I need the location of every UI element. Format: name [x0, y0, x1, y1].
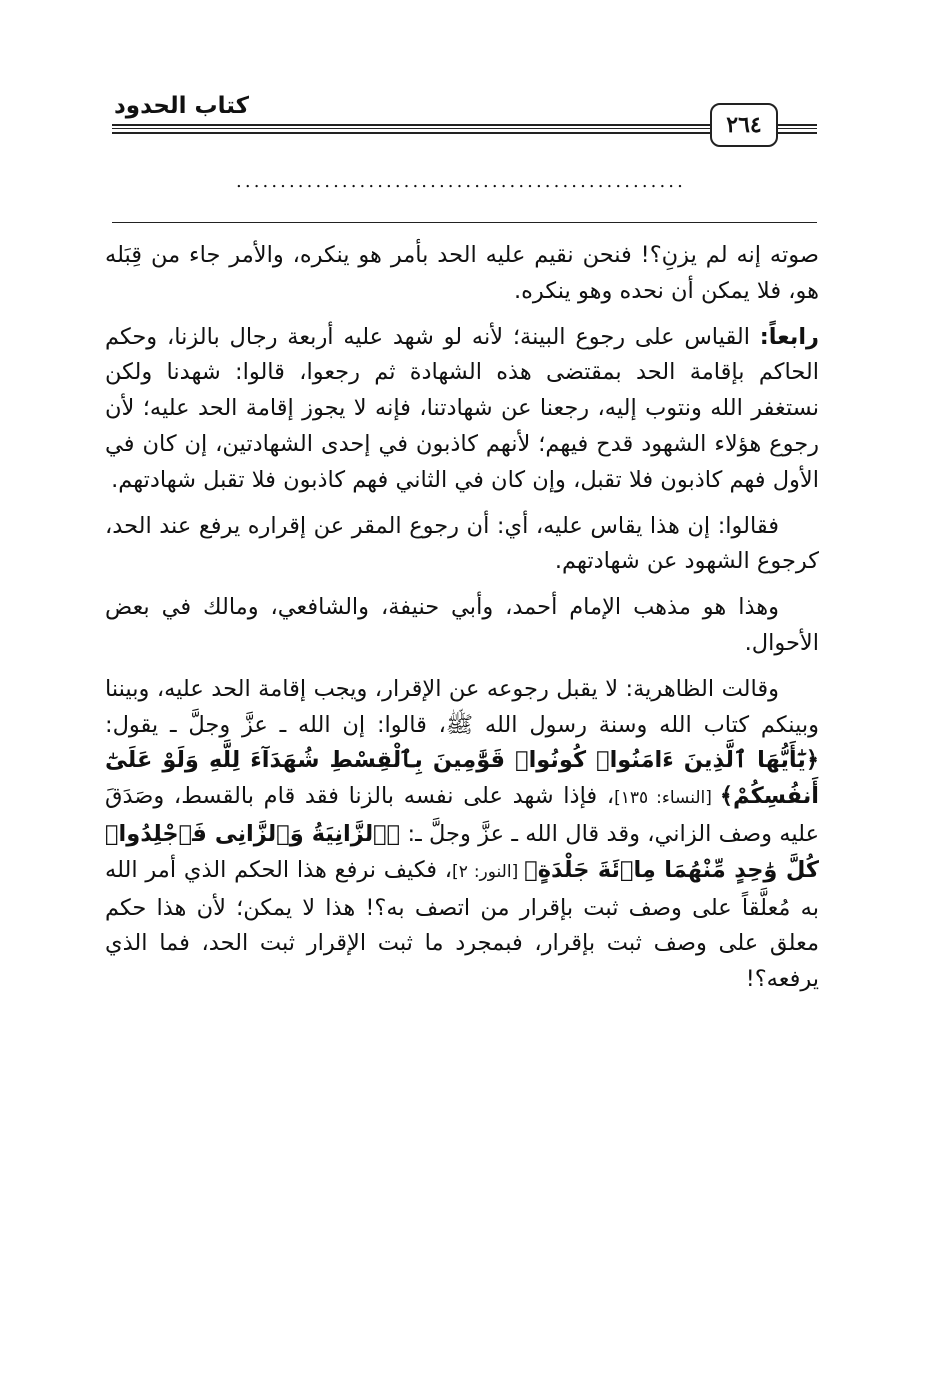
- verse-citation: [النساء: ١٣٥]: [614, 788, 720, 809]
- paragraph: فقالوا: إن هذا يقاس عليه، أي: أن رجوع المقر عن إقراره يرفع عند الحد، كرجوع الشهود عن شهادتهم.: [105, 512, 819, 575]
- paragraph-text: ، فإذا شهد على نفسه بالزنا فقد قام بالقسط، وصَدَقَ عليه وصف الزاني، وقد قال الله ـ عزَّ وجلَّ ـ:: [105, 783, 819, 847]
- paragraph: [105, 672, 819, 998]
- running-head-book-title: كتاب الحدود: [112, 92, 257, 120]
- page-number-box: ٢٦٤: [710, 103, 778, 147]
- quran-verse: ﴿يَٰٓأَيُّهَا ٱلَّذِينَ ءَامَنُوا۟ كُونُوا۟ قَوَّٰمِينَ بِٱلْقِسْطِ شُهَدَآءَ لِلَّهِ وَلَوْ عَلَىٰٓ أَنفُسِكُمْ﴾: [105, 747, 820, 810]
- paragraph-text: وقالت الظاهرية: لا يقبل رجوعه عن الإقرار، ويجب إقامة الحد عليه، وبيننا وبينكم كتاب الله وسنة رسول الله ﷺ، قالوا: إن الله ـ عزَّ وجلَّ ـ يقول:: [105, 675, 819, 738]
- paragraph-lead: رابعاً:: [759, 323, 819, 350]
- quran-verse: ﴿ٱلزَّانِيَةُ وَٱلزَّانِى فَٱجْلِدُوا۟ كُلَّ وَٰحِدٍ مِّنْهُمَا مِا۟ئَةَ جَلْدَةٍ﴾: [105, 820, 820, 883]
- paragraph: صوته إنه لم يزنِ؟! فنحن نقيم عليه الحد بأمر هو ينكره، والأمر جاء من قِبَله هو، فلا يمكن أن نحده وهو ينكره.: [105, 242, 819, 304]
- footnote-dotted-separator: ...................................................: [236, 171, 686, 192]
- verse-citation: [النور: ٢]: [452, 861, 525, 882]
- main-text: [105, 238, 819, 1008]
- separator-line: [112, 222, 817, 223]
- paragraph: وهذا هو مذهب الإمام أحمد، وأبي حنيفة، والشافعي، ومالك في بعض الأحوال.: [105, 594, 819, 656]
- paragraph-text: ، فكيف نرفع هذا الحكم الذي أمر الله به مُعلَّقاً على وصف ثبت بإقرار من اتصف به؟! هذا لا يمكن؛ لأن هذا حكم معلق على وصف ثبت بإقرار، فبمجرد ما ثبت الإقرار ثبت الحد، فما الذي يرفعه؟!: [105, 856, 819, 993]
- paragraph-text: القياس على رجوع البينة؛ لأنه لو شهد عليه أربعة رجال بالزنا، وحكم الحاكم بإقامة الحد بمقتضى هذه الشهادة ثم رجعوا، قالوا: شهدنا ولكن نستغفر الله ونتوب إليه، رجعنا عن شهادتنا، فإنه لا يجوز إقامة الحد عليه؛ لأن رجوع هؤلاء الشهود قدح فيهم؛ لأنهم كاذبون في إحدى الشهادتين، إن كان في الأول فهم كاذبون فلا تقبل، وإن كان في الثاني فهم كاذبون فلا تقبل شهادتهم.: [105, 323, 819, 493]
- paragraph: [105, 320, 819, 499]
